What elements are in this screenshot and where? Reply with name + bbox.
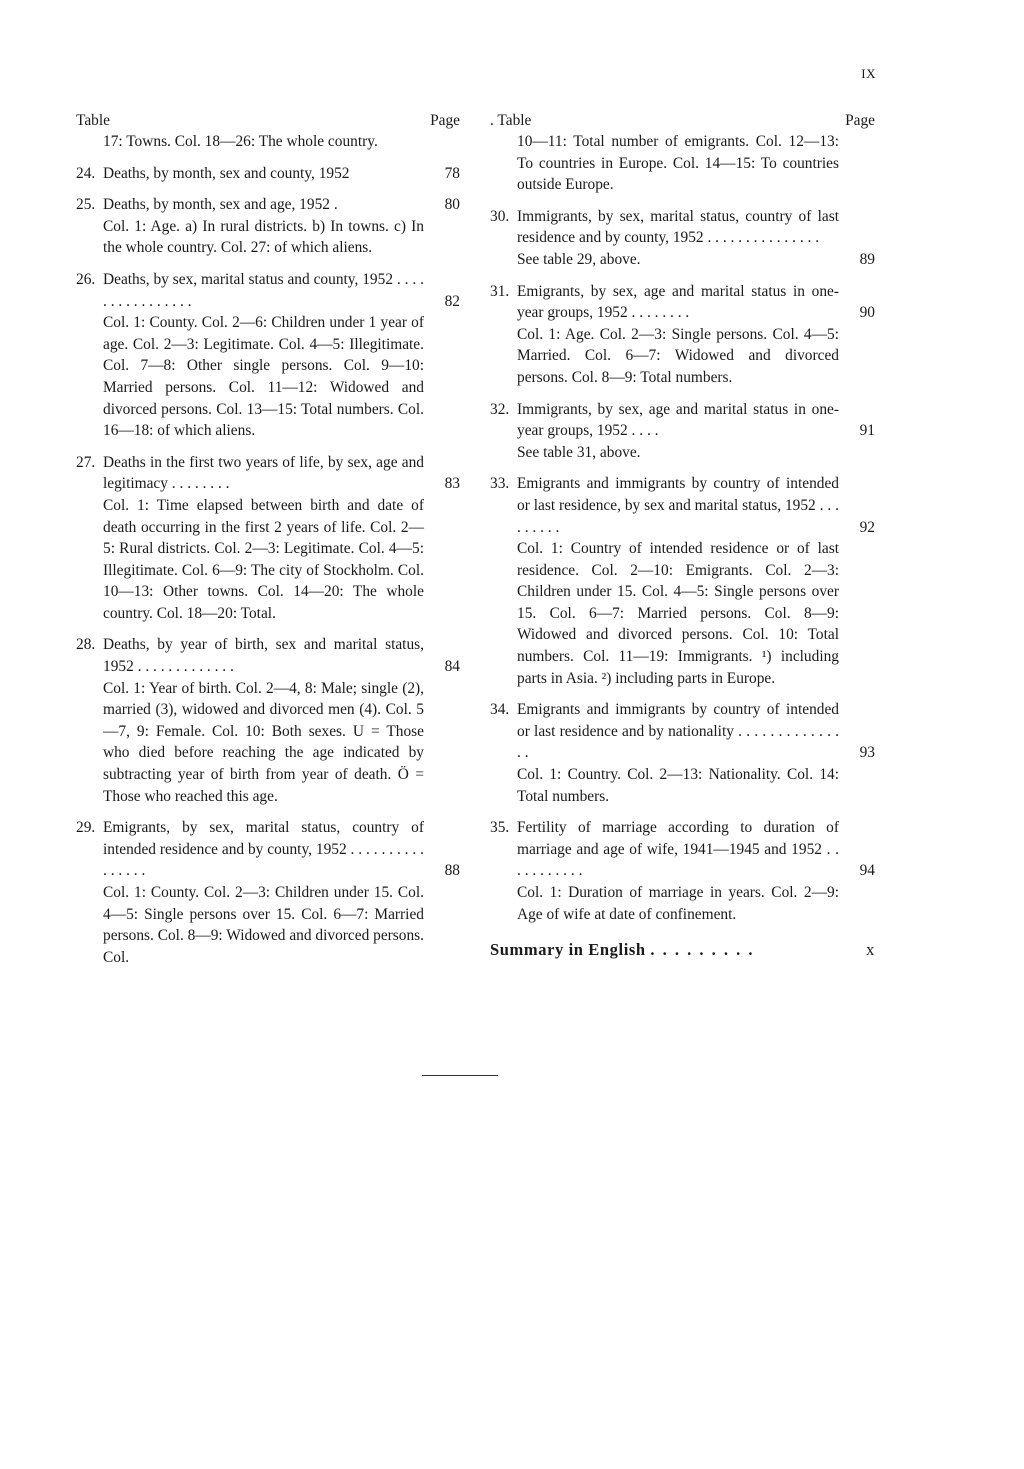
entry-title: Deaths, by sex, marital status and county, 1952 . . . . . . . . . . . . . . . . (103, 270, 424, 310)
table-heading: Table (76, 112, 110, 129)
entry-columns: Col. 1: Country. Col. 2—13: Nationality. Col. 14: Total numbers. (517, 766, 839, 805)
toc-entry-33 (490, 473, 875, 689)
entry-number: 30. (490, 207, 510, 225)
left-column (76, 110, 460, 968)
toc-entry-28 (76, 634, 460, 807)
entry-columns: Col. 1: Country of intended residence or of last residence. Col. 2—10: Emigrants. Col. 2—3: Children under 15. Col. 4—5: Single persons over 15. Col. 6—7: Married persons. Col. 8—9: Widowed and divorced persons. Col. 10: Total numbers. Col. 11—19: Immigrants. ¹) including parts in Asia. ²) including parts in Europe. (517, 540, 839, 687)
page-heading: Page (430, 112, 460, 129)
entry-number: 34. (490, 701, 510, 719)
continuation-text: 17: Towns. Col. 18—26: The whole country. (103, 133, 378, 150)
entry-title: Deaths, by month, sex and age, 1952 . (103, 196, 338, 214)
entry-title: Deaths, by month, sex and county, 1952 (103, 164, 350, 182)
entry-columns: Col. 1: Time elapsed between birth and date of death occurring in the first 2 years of life. Col. 2—5: Rural districts. Col. 2—3: Legitimate. Col. 4—5: Illegitimate. Col. 6—9: The city of Stockholm. Col. 10—13: Other towns. Col. 14—20: The whole country. Col. 18—20: Total. (103, 496, 424, 622)
toc-entry-34 (490, 699, 875, 807)
toc-entry-30 (490, 206, 875, 271)
entry-columns: Col. 1: Duration of marriage in years. Col. 2—9: Age of wife at date of confinement. (517, 884, 839, 923)
entry-columns: See table 29, above. (517, 250, 641, 268)
entry-page: 90 (859, 304, 875, 322)
entry-page: 78 (444, 164, 460, 182)
entry-number: 31. (490, 282, 510, 300)
table-heading: . Table (490, 112, 532, 129)
entry-page: 93 (859, 744, 875, 762)
entry-columns: Col. 1: County. Col. 2—6: Children under 1 year of age. Col. 2—3: Legitimate. Col. 4—5: Illegitimate. Col. 7—8: Other single persons. Col. 9—10: Married persons. Col. 11—12: Widowed and divorced persons. Col. 13—15: Total numbers. Col. 16—18: of which aliens. (103, 314, 424, 440)
entry-columns: See table 31, above. (517, 443, 641, 461)
column-header (76, 110, 460, 131)
toc-entry-27 (76, 452, 460, 625)
entry-columns: Col. 1: County. Col. 2—3: Children under 15. Col. 4—5: Single persons over 15. Col. 6—7: Married persons. Col. 8—9: Widowed and divorced persons. Col. (103, 884, 424, 966)
toc-entry-24 (76, 163, 460, 185)
toc-entry-25 (76, 194, 460, 259)
leader-dots: . . . . . . . . . (650, 940, 755, 960)
entry-page: 94 (859, 862, 875, 880)
entry-title: Immigrants, by sex, marital status, country of last residence and by county, 1952 . . . . . . . . . . . . . . . (517, 207, 839, 247)
toc-entry-35 (490, 817, 875, 925)
entry-title: Emigrants and immigrants by country of intended or last residence and by nationality . . . . . . . . . . . . . . . (517, 701, 839, 762)
entry-number: 25. (76, 196, 96, 214)
column-header (490, 110, 875, 131)
divider-rule (422, 1075, 498, 1076)
entry-title: Deaths, by year of birth, sex and marital status, 1952 . . . . . . . . . . . . . (103, 636, 424, 676)
entry-title: Fertility of marriage according to duration of marriage and age of wife, 1941—1945 and 1952 . . . . . . . . . . . (517, 819, 839, 880)
toc-entry-26 (76, 269, 460, 442)
entry-number: 32. (490, 400, 510, 418)
summary-in-english (490, 939, 875, 961)
entry-number: 33. (490, 475, 510, 493)
entry-title: Emigrants, by sex, age and marital status in one-year groups, 1952 . . . . . . . . (517, 282, 839, 322)
right-column (490, 110, 875, 961)
entry-title: Emigrants and immigrants by country of intended or last residence, by sex and marital status, 1952 . . . . . . . . . (517, 475, 839, 536)
entry-number: 29. (76, 819, 96, 837)
toc-entry-29 (76, 817, 460, 968)
entry-page: 92 (859, 518, 875, 536)
entry-page: 88 (444, 862, 460, 880)
entry-page: 80 (444, 196, 460, 214)
entry-columns: Col. 1: Age. a) In rural districts. b) In towns. c) In the whole country. Col. 27: of which aliens. (103, 217, 424, 257)
entry-number: 27. (76, 453, 96, 471)
toc-entry-31 (490, 281, 875, 389)
summary-page: x (866, 940, 875, 960)
entry-columns: Col. 1: Age. Col. 2—3: Single persons. Col. 4—5: Married. Col. 6—7: Widowed and divorced persons. Col. 8—9: Total numbers. (517, 325, 839, 386)
entry-number: 35. (490, 819, 510, 837)
summary-title: Summary in English (490, 940, 646, 960)
page-heading: Page (845, 112, 875, 129)
entry-title: Emigrants, by sex, marital status, country of intended residence and by county, 1952 . . . . . . . . . . . . . . . . (103, 819, 424, 880)
entry-columns: Col. 1: Year of birth. Col. 2—4, 8: Male; single (2), married (3), widowed and divorced men (4). Col. 5—7, 9: Female. Col. 10: Both sexes. U = Those who died before reaching the age indicated by subtracting year of birth from year of death. Ö = Those who reached this age. (103, 679, 424, 805)
entry-number: 24. (76, 164, 96, 182)
page-number: IX (861, 66, 876, 81)
continuation-text: 10—11: Total number of emigrants. Col. 12—13: To countries in Europe. Col. 14—15: To countries outside Europe. (517, 133, 839, 194)
entry-number: 26. (76, 270, 96, 288)
toc-entry-32 (490, 399, 875, 464)
entry-page: 89 (859, 250, 875, 268)
entry-page: 83 (444, 475, 460, 493)
entry-page: 91 (859, 422, 875, 440)
entry-title: Deaths in the first two years of life, by sex, age and legitimacy . . . . . . . . (103, 453, 424, 493)
entry-title: Immigrants, by sex, age and marital status in one-year groups, 1952 . . . . (517, 400, 839, 440)
entry-page: 82 (444, 292, 460, 310)
entry-page: 84 (444, 658, 460, 676)
entry-number: 28. (76, 636, 96, 654)
